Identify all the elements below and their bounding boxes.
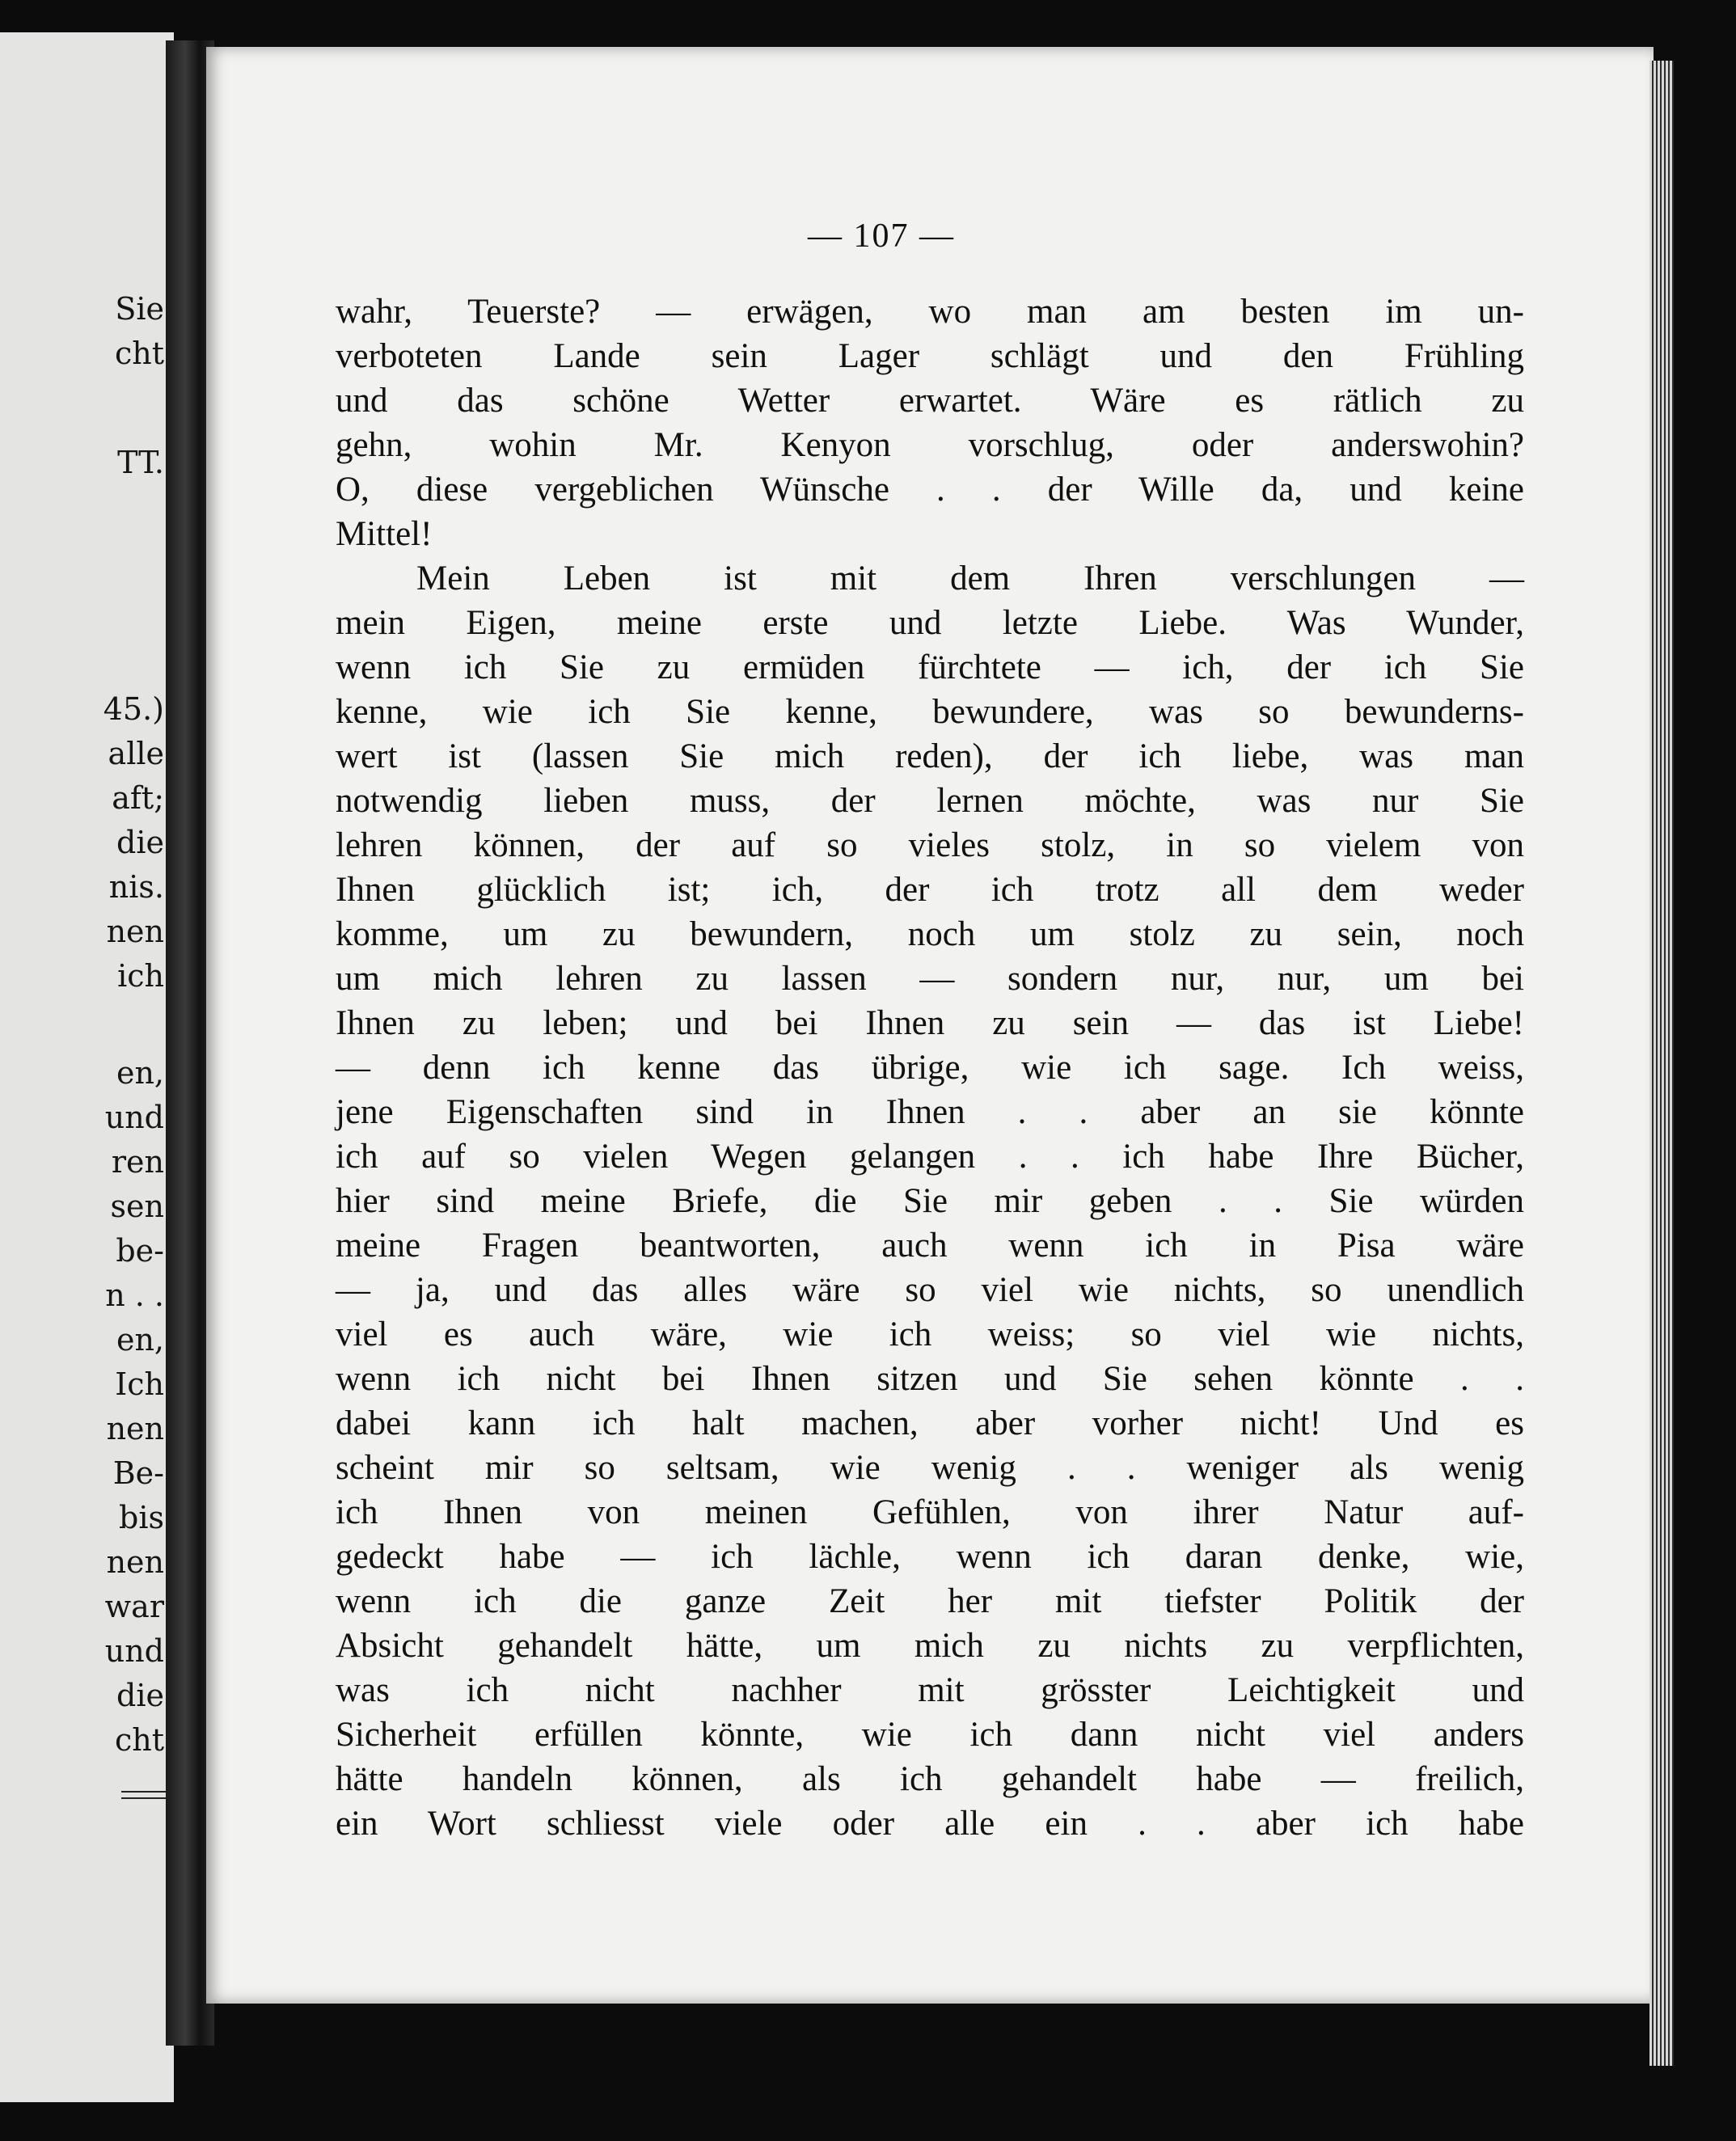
text-line: — ja, und das alles wäre so viel wie nichts, so unendlich xyxy=(336,1271,1524,1309)
left-fragment: Be- xyxy=(112,1455,164,1491)
left-fragment: n . . xyxy=(105,1277,164,1313)
text-line: O, diese vergeblichen Wünsche . . der Wille da, und keine xyxy=(336,471,1524,509)
left-fragment: cht xyxy=(114,1722,164,1758)
text-line: ich auf so vielen Wegen gelangen . . ich habe Ihre Bücher, xyxy=(336,1138,1524,1176)
left-fragment: en, xyxy=(116,1322,164,1358)
right-page xyxy=(206,47,1654,2004)
left-facing-page xyxy=(0,32,174,2102)
text-line: und das schöne Wetter erwartet. Wäre es rätlich zu xyxy=(336,382,1524,420)
text-line: meine Fragen beantworten, auch wenn ich in Pisa wäre xyxy=(336,1227,1524,1265)
page-stack-edge xyxy=(1649,61,1674,2066)
left-fragment: nen xyxy=(106,1544,164,1580)
text-line: kenne, wie ich Sie kenne, bewundere, was so bewunderns- xyxy=(336,693,1524,731)
body-text xyxy=(336,289,1524,1846)
text-line: wenn ich nicht bei Ihnen sitzen und Sie sehen könnte . . xyxy=(336,1360,1524,1398)
left-fragment: Sie xyxy=(115,291,164,327)
text-line: viel es auch wäre, wie ich weiss; so viel wie nichts, xyxy=(336,1315,1524,1353)
left-fragment: und xyxy=(104,1633,164,1669)
text-line: Ihnen glücklich ist; ich, der ich trotz all dem weder xyxy=(336,871,1524,909)
left-fragment: alle xyxy=(108,736,164,771)
left-fragment: be- xyxy=(116,1233,164,1269)
left-fragment: die xyxy=(116,825,164,860)
text-line: hätte handeln können, als ich gehandelt habe — freilich, xyxy=(336,1760,1524,1798)
left-fragment: nen xyxy=(106,914,164,949)
text-line: wenn ich Sie zu ermüden fürchtete — ich, der ich Sie xyxy=(336,648,1524,686)
text-line: — denn ich kenne das übrige, wie ich sage. Ich weiss, xyxy=(336,1049,1524,1087)
page-number: — 107 — xyxy=(808,217,955,255)
text-line: Absicht gehandelt hätte, um mich zu nichts zu verpflichten, xyxy=(336,1627,1524,1665)
text-line: hier sind meine Briefe, die Sie mir geben . . Sie würden xyxy=(336,1182,1524,1220)
text-line: Ihnen zu leben; und bei Ihnen zu sein — das ist Liebe! xyxy=(336,1004,1524,1042)
left-fragment: bis xyxy=(119,1500,164,1535)
text-line: komme, um zu bewundern, noch um stolz zu sein, noch xyxy=(336,915,1524,953)
left-fragment: TT. xyxy=(117,445,164,480)
text-line: dabei kann ich halt machen, aber vorher nicht! Und es xyxy=(336,1404,1524,1442)
text-line: lehren können, der auf so vieles stolz, in so vielem von xyxy=(336,826,1524,864)
text-line: notwendig lieben muss, der lernen möchte, was nur Sie xyxy=(336,782,1524,820)
left-fragment: Ich xyxy=(115,1366,164,1402)
left-fragment: en, xyxy=(116,1055,164,1091)
text-line: verboteten Lande sein Lager schlägt und den Frühling xyxy=(336,337,1524,375)
text-line: Mittel! xyxy=(336,515,433,553)
left-page-double-rule xyxy=(121,1791,166,1799)
left-fragment: 45.) xyxy=(103,691,164,727)
left-fragment: aft; xyxy=(112,780,164,816)
left-fragment: ren xyxy=(111,1144,164,1180)
text-line: Sicherheit erfüllen könnte, wie ich dann nicht viel anders xyxy=(336,1716,1524,1754)
text-line: wert ist (lassen Sie mich reden), der ich liebe, was man xyxy=(336,737,1524,775)
text-line: um mich lehren zu lassen — sondern nur, nur, um bei xyxy=(336,960,1524,998)
text-line: scheint mir so seltsam, wie wenig . . weniger als wenig xyxy=(336,1449,1524,1487)
text-line: wahr, Teuerste? — erwägen, wo man am besten im un- xyxy=(336,293,1524,331)
text-line: mein Eigen, meine erste und letzte Liebe. Was Wunder, xyxy=(336,604,1524,642)
text-line: jene Eigenschaften sind in Ihnen . . aber an sie könnte xyxy=(336,1093,1524,1131)
text-line: ein Wort schliesst viele oder alle ein . . aber ich habe xyxy=(336,1805,1524,1843)
text-line: Mein Leben ist mit dem Ihren verschlungen — xyxy=(416,560,1524,598)
text-line: was ich nicht nachher mit grösster Leichtigkeit und xyxy=(336,1671,1524,1709)
text-line: wenn ich die ganze Zeit her mit tiefster Politik der xyxy=(336,1582,1524,1620)
text-line: gehn, wohin Mr. Kenyon vorschlug, oder anderswohin? xyxy=(336,426,1524,464)
left-fragment: cht xyxy=(114,336,164,371)
left-fragment: und xyxy=(104,1100,164,1135)
left-fragment: die xyxy=(116,1678,164,1713)
left-fragment: war xyxy=(104,1589,164,1624)
text-line: gedeckt habe — ich lächle, wenn ich daran denke, wie, xyxy=(336,1538,1524,1576)
left-fragment: nen xyxy=(106,1411,164,1446)
left-fragment: sen xyxy=(110,1189,164,1224)
text-line: ich Ihnen von meinen Gefühlen, von ihrer Natur auf- xyxy=(336,1493,1524,1531)
left-fragment: ich xyxy=(117,958,164,994)
left-fragment: nis. xyxy=(108,869,164,905)
